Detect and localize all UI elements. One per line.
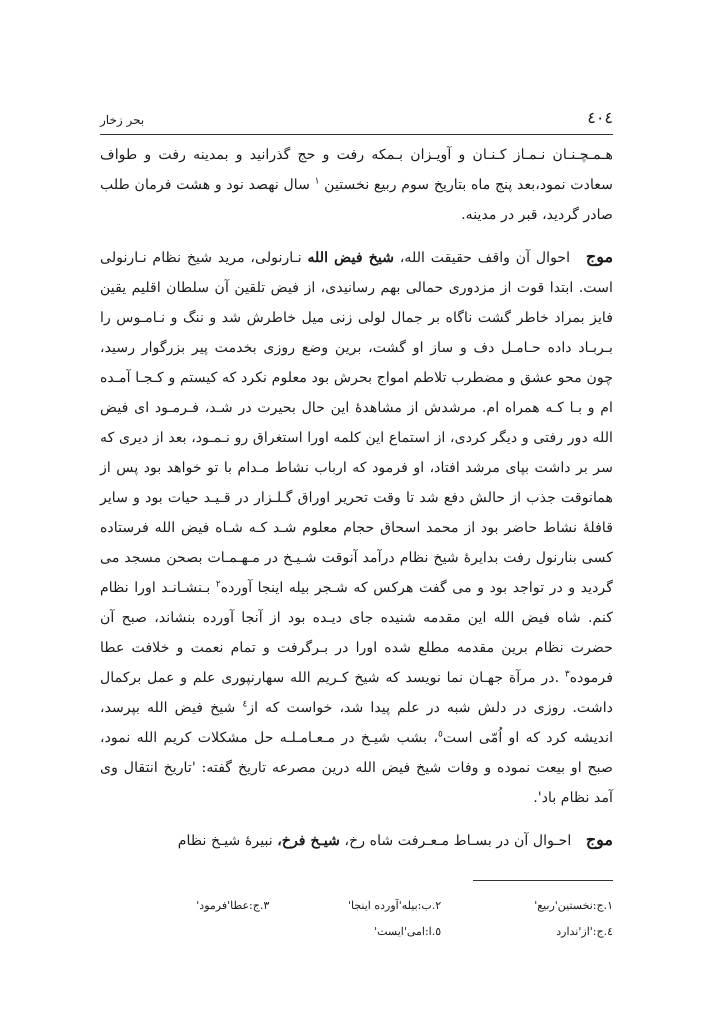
paragraph-1 [100, 140, 613, 230]
paragraph-3 [100, 825, 613, 856]
paragraph-text: سال نهصد نود و هشت فرمان طلب صادر گردید، قبر در مدینه. [100, 177, 613, 223]
footnote-ref-5: ٥ [438, 729, 443, 740]
main-text [100, 140, 613, 856]
footnote-empty [100, 919, 269, 945]
footnote-3: ٣.ج:عطا'فرمود' [196, 899, 270, 912]
footnote-ref-4: ٤ [242, 699, 248, 710]
footnote-row [100, 893, 613, 919]
paragraph-text: هـمـچـنـان نـمـاز کـنـان و آویـزان بـمکه رفت و حج گذرانید و بمدینه رفت و طواف سعادت نمود،بعد پنج ماه بتاریخ سوم ربیع نخستین [100, 147, 614, 193]
paragraph-text: نـارنولی، مرید شیخ نظام نـارنولی است. ابتدا قوت از مزدوری حمالی بهم رسانیدی، از فیض تلقین آن سلطان اقلیم یقین فایز بمراد خاطر گشت ناگاه بر جمال لولی زنی میل خاطرش شد و ننگ و نـامـوس را بـربـاد داده حـامـل دف و ساز او گشت، برین وضع روزی بخدمت پیر بزرگوار رسید، چون محو عشق و مضطرب تلاطم امواج بحرش بود معلوم نکرد که کیستم و کـجـا آمـده ام و بـا کـه همراه ام. مرشدش از مشاهدهٔ این حال بحیرت در شـد، فـرمـود ای فیض الله دور رفتی و دیگر کردی، از استماع این کلمه اورا استغراق رو نـمـود، بعد از دیری که سر بر داشت بپای مرشد افتاد، او فرمود که ارباب نشاط مـدام با تو خواهد بود پس از همانوقت جذب از حالش دفع شد تا وقت تحریر اوراق گـلـزار در قـیـد حیات بود و سایر قافلهٔ نشاط حاضر بود از محمد اسحاق حجام معلوم شـد کـه شـاه فیض الله فرستاده کسی بنارنول رفت بدایرهٔ شیخ نظام درآمد آنوقت شـیـخ در مـهـمـات بصحن مسجد می گردید و در تواجد بود و می گفت هرکس که شـجر بیله اینجا آورده [100, 250, 614, 596]
paragraph-text: شیخ فیض الله بپرسد، اندیشه کرد که او اُمّی است [100, 700, 614, 746]
footnote-rule [473, 880, 613, 881]
running-title: بحر زخار [100, 113, 145, 127]
paragraph-2 [100, 242, 613, 813]
page-header [100, 108, 613, 131]
footnotes [100, 893, 613, 945]
section-label: موج [585, 830, 613, 849]
person-name: شیـخ فرخ، [277, 833, 341, 849]
paragraph-text: بـنشـانـد اورا نظام کنم. شاه فیض الله این مقدمه شنیده جای دیـده بود از آنجا آورده بنشاند، صبح آن حضرت نظام برین مقدمه مطلع شده اورا در بـرگرفت و تمام نعمت و خلافت عطا فرموده [100, 580, 613, 686]
header-rule [100, 134, 613, 135]
footnote-ref-3: ٣ [564, 669, 570, 680]
paragraph-text: احـوال آن در بسـاط مـعـرفت شاه رخ، [344, 833, 572, 849]
footnote-ref-2: ٢ [215, 579, 221, 590]
section-label: موج [585, 247, 614, 266]
footnote-1: ١.ج:نخستین'ربیع' [534, 899, 613, 912]
footnote-2: ٢.ب:بیله'آورده اینجا' [347, 899, 442, 912]
person-name: شیخ فیض الله [307, 250, 395, 266]
footnote-5: ٥.ا:امی'ایست' [374, 925, 442, 938]
paragraph-text: احوال آن واقف حقیقت الله، [399, 250, 571, 266]
paragraph-text: نبیرهٔ شیـخ نظام [177, 833, 273, 849]
paragraph-text: .در مرآة جهـان نما نویسد که شیخ کـریم الله سهارنپوری علم و عمل برکمال داشت. روزی در دلش شبه در علم پیدا شد، خواست که از [100, 670, 613, 716]
paragraph-text: ، بشب شیـخ در مـعـامـلـه حل مشکلات کریم الله نمود، صبح او بیعت نموده و وفات شیخ فیض الله درین مصرعه تاریخ گفته: 'تاریخ انتقال وی آمد نظام باد'. [100, 730, 613, 806]
footnote-row [100, 919, 613, 945]
page-number: ٤٠٤ [587, 108, 613, 127]
footnote-ref-1: ١ [314, 176, 320, 187]
footnote-4: ٤.ج:'از'ندارد [556, 925, 613, 938]
